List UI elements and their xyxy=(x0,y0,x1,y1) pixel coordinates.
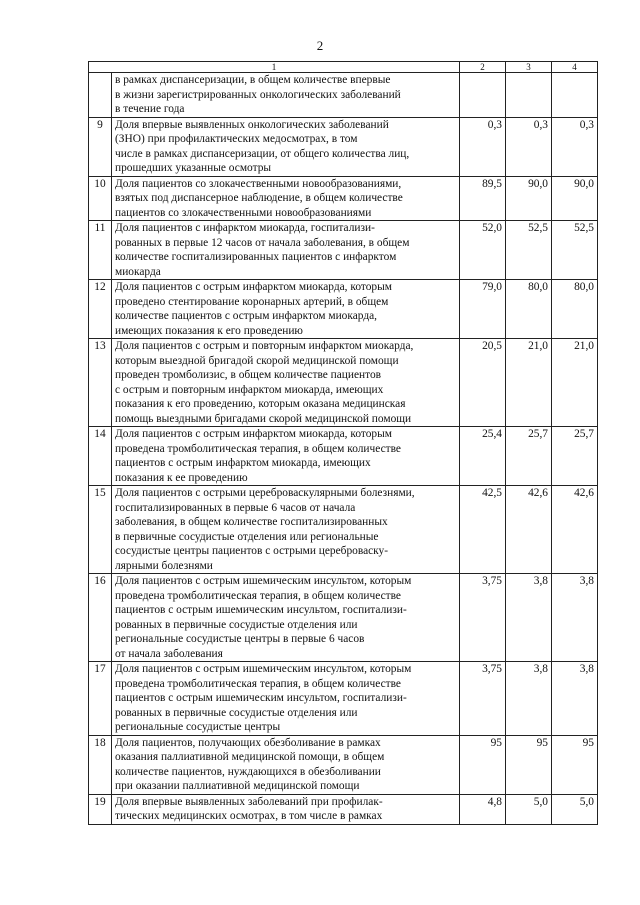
description-line: рованных в первичные сосудистые отделения или xyxy=(115,618,358,631)
description-line: Доля пациентов с острым инфарктом миокарда, которым xyxy=(115,281,392,293)
description-line: рованных в первичные сосудистые отделения или xyxy=(115,706,358,719)
value-col-4: 5,0 xyxy=(552,794,598,824)
table-row xyxy=(89,280,598,339)
value-col-2: 95 xyxy=(460,735,506,794)
description-line: лярными болезнями xyxy=(115,559,213,572)
indicator-description xyxy=(112,574,460,662)
row-number: 15 xyxy=(89,486,112,574)
description-line: тических медицинских осмотрах, в том числе в рамках xyxy=(115,810,383,822)
value-col-4: 52,5 xyxy=(552,221,598,280)
description-line: госпитализированных в первые 6 часов от начала xyxy=(115,501,356,514)
row-number: 16 xyxy=(89,574,112,662)
indicator-description xyxy=(112,662,460,736)
description-line: региональные сосудистые центры xyxy=(115,721,281,733)
row-number xyxy=(89,73,112,118)
indicator-description xyxy=(112,794,460,824)
value-col-2: 89,5 xyxy=(460,176,506,221)
value-col-3: 5,0 xyxy=(506,794,552,824)
indicators-table xyxy=(88,61,598,825)
value-col-3 xyxy=(506,73,552,118)
value-col-4: 80,0 xyxy=(552,280,598,339)
value-col-3: 95 xyxy=(506,735,552,794)
description-line: взятых под диспансерное наблюдение, в общем количестве xyxy=(115,192,403,204)
description-line: имеющих показания к его проведению xyxy=(115,324,303,337)
value-col-3: 25,7 xyxy=(506,427,552,486)
description-line: количестве пациентов с острым инфарктом миокарда, xyxy=(115,310,378,322)
value-col-2: 3,75 xyxy=(460,662,506,736)
description-line: показания к его проведению, которым оказана медицинская xyxy=(115,398,406,410)
value-col-3: 3,8 xyxy=(506,574,552,662)
description-line: Доля пациентов с инфарктом миокарда, госпитализи- xyxy=(115,222,375,234)
value-col-4: 25,7 xyxy=(552,427,598,486)
indicator-description xyxy=(112,280,460,339)
table-row xyxy=(89,117,598,176)
row-number: 14 xyxy=(89,427,112,486)
value-col-2: 20,5 xyxy=(460,339,506,427)
value-col-4: 3,8 xyxy=(552,574,598,662)
value-col-3: 90,0 xyxy=(506,176,552,221)
description-line: пациентов с острым инфарктом миокарда, имеющих xyxy=(115,457,371,469)
description-line: сосудистые центры пациентов с острыми цереброваску- xyxy=(115,545,389,557)
description-line: проведена тромболитическая терапия, в общем количестве xyxy=(115,677,401,690)
value-col-4: 42,6 xyxy=(552,486,598,574)
description-line: миокарда xyxy=(115,265,161,278)
page-number: 2 xyxy=(316,38,324,53)
table-row xyxy=(89,486,598,574)
table-row xyxy=(89,73,598,118)
value-col-4: 95 xyxy=(552,735,598,794)
indicator-description xyxy=(112,117,460,176)
value-col-3: 3,8 xyxy=(506,662,552,736)
description-line: с острым и повторным инфарктом миокарда, имеющих xyxy=(115,383,384,396)
table-row xyxy=(89,221,598,280)
description-line: Доля пациентов со злокачественными новообразованиями, xyxy=(115,177,402,190)
description-line: проведена тромболитическая терапия, в общем количестве xyxy=(115,442,401,455)
description-line: количестве пациентов, нуждающихся в обезболивании xyxy=(115,765,381,778)
description-line: числе в рамках диспансеризации, от общего количества лиц, xyxy=(115,147,410,160)
table-row xyxy=(89,427,598,486)
row-number: 11 xyxy=(89,221,112,280)
description-line: заболевания, в общем количестве госпитализированных xyxy=(115,516,388,528)
description-line: рованных в первые 12 часов от начала заболевания, в общем xyxy=(115,236,410,249)
indicator-description xyxy=(112,221,460,280)
value-col-2: 79,0 xyxy=(460,280,506,339)
description-line: в жизни зарегистрированных онкологических заболеваний xyxy=(115,88,401,101)
description-line: которым выездной бригадой скорой медицинской помощи xyxy=(115,354,399,367)
value-col-2: 42,5 xyxy=(460,486,506,574)
description-line: прошедших указанные осмотры xyxy=(115,162,272,174)
description-line: Доля впервые выявленных онкологических заболеваний xyxy=(115,118,389,131)
table-row xyxy=(89,339,598,427)
indicator-description xyxy=(112,73,460,118)
value-col-2: 4,8 xyxy=(460,794,506,824)
description-line: проведено стентирование коронарных артерий, в общем xyxy=(115,295,389,308)
table-row xyxy=(89,176,598,221)
column-header-2: 2 xyxy=(460,62,506,73)
description-line: Доля пациентов с острым ишемическим инсультом, которым xyxy=(115,575,412,587)
description-line: Доля пациентов с острым инфарктом миокарда, которым xyxy=(115,428,392,440)
description-line: пациентов со злокачественными новообразованиями xyxy=(115,206,372,219)
value-col-4: 90,0 xyxy=(552,176,598,221)
indicator-description xyxy=(112,339,460,427)
description-line: помощь выездными бригадами скорой медицинской помощи xyxy=(115,412,412,425)
row-number: 9 xyxy=(89,117,112,176)
description-line: проведен тромболизис, в общем количестве пациентов xyxy=(115,369,382,381)
value-col-3: 21,0 xyxy=(506,339,552,427)
value-col-3: 52,5 xyxy=(506,221,552,280)
indicator-description xyxy=(112,486,460,574)
value-col-4: 0,3 xyxy=(552,117,598,176)
description-line: Доля пациентов с острым и повторным инфарктом миокарда, xyxy=(115,340,414,352)
value-col-4 xyxy=(552,73,598,118)
table-row xyxy=(89,794,598,824)
value-col-4: 3,8 xyxy=(552,662,598,736)
table-header-row xyxy=(89,62,598,73)
row-number: 12 xyxy=(89,280,112,339)
row-number: 13 xyxy=(89,339,112,427)
row-number: 17 xyxy=(89,662,112,736)
indicator-description xyxy=(112,427,460,486)
value-col-4: 21,0 xyxy=(552,339,598,427)
description-line: в рамках диспансеризации, в общем количестве впервые xyxy=(115,74,391,86)
description-line: проведена тромболитическая терапия, в общем количестве xyxy=(115,589,401,602)
description-line: Доля пациентов, получающих обезболивание в рамках xyxy=(115,736,381,749)
description-line: Доля пациентов с острыми цереброваскулярными болезнями, xyxy=(115,487,415,499)
description-line: региональные сосудистые центры в первые 6 часов xyxy=(115,633,365,645)
indicator-description xyxy=(112,176,460,221)
column-header-3: 3 xyxy=(506,62,552,73)
indicator-description xyxy=(112,735,460,794)
description-line: в течение года xyxy=(115,103,185,115)
value-col-2: 0,3 xyxy=(460,117,506,176)
column-header-1: 1 xyxy=(89,62,460,73)
value-col-3: 0,3 xyxy=(506,117,552,176)
column-header-4: 4 xyxy=(552,62,598,73)
description-line: при оказании паллиативной медицинской помощи xyxy=(115,780,360,792)
table-row xyxy=(89,662,598,736)
description-line: показания к ее проведению xyxy=(115,471,248,484)
description-line: оказания паллиативной медицинской помощи, в общем xyxy=(115,751,385,763)
description-line: пациентов с острым ишемическим инсультом, госпитализи- xyxy=(115,604,407,616)
value-col-2 xyxy=(460,73,506,118)
table-row xyxy=(89,574,598,662)
value-col-2: 52,0 xyxy=(460,221,506,280)
row-number: 19 xyxy=(89,794,112,824)
row-number: 10 xyxy=(89,176,112,221)
description-line: Доля впервые выявленных заболеваний при профилак- xyxy=(115,795,383,808)
description-line: от начала заболевания xyxy=(115,647,223,660)
description-line: пациентов с острым ишемическим инсультом, госпитализи- xyxy=(115,692,407,704)
value-col-2: 25,4 xyxy=(460,427,506,486)
value-col-2: 3,75 xyxy=(460,574,506,662)
table-row xyxy=(89,735,598,794)
description-line: (ЗНО) при профилактических медосмотрах, в том xyxy=(115,133,358,145)
value-col-3: 80,0 xyxy=(506,280,552,339)
description-line: в первичные сосудистые отделения или региональные xyxy=(115,530,379,543)
value-col-3: 42,6 xyxy=(506,486,552,574)
description-line: Доля пациентов с острым ишемическим инсультом, которым xyxy=(115,663,412,675)
description-line: количестве госпитализированных пациентов с инфарктом xyxy=(115,251,397,263)
row-number: 18 xyxy=(89,735,112,794)
